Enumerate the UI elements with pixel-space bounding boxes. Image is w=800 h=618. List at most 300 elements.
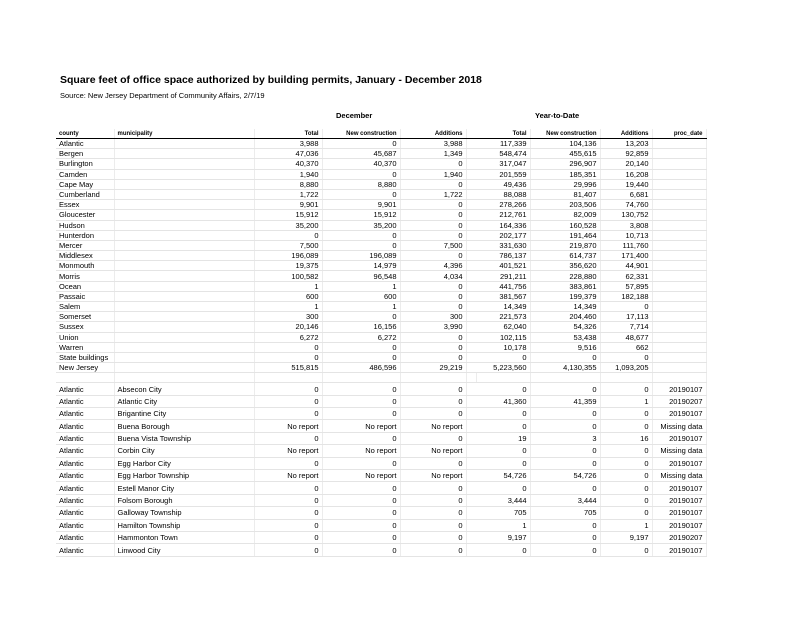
municipality-cell — [114, 240, 254, 250]
dec-total-cell: 0 — [254, 408, 322, 420]
column-gap — [466, 332, 476, 342]
dec-new-construction-cell: 0 — [322, 457, 400, 469]
municipality-row — [56, 445, 706, 457]
dec-new-construction-cell: 0 — [322, 383, 400, 395]
ytd-additions-cell: 0 — [600, 352, 652, 362]
dec-total-cell: 1,722 — [254, 189, 322, 199]
municipality-cell — [114, 291, 254, 301]
proc-date-cell — [652, 240, 706, 250]
municipality-cell — [114, 230, 254, 240]
ytd-total-cell: 10,178 — [476, 342, 530, 352]
ytd-additions-cell: 0 — [600, 482, 652, 494]
county-cell: Ocean — [56, 281, 114, 291]
dec-new-construction-cell: 45,687 — [322, 149, 400, 159]
dec-total-cell: No report — [254, 445, 322, 457]
ytd-new-construction-cell: 0 — [530, 408, 600, 420]
col-proc-date: proc_date — [652, 129, 706, 139]
municipality-cell: Buena Borough — [114, 420, 254, 432]
ytd-additions-cell: 0 — [600, 420, 652, 432]
county-cell: Morris — [56, 271, 114, 281]
dec-new-construction-cell: 0 — [322, 408, 400, 420]
proc-date-cell: 20190107 — [652, 544, 706, 556]
ytd-additions-cell: 3,808 — [600, 220, 652, 230]
county-row — [56, 322, 706, 332]
column-gap — [466, 352, 476, 362]
ytd-additions-cell: 130,752 — [600, 210, 652, 220]
dec-additions-cell: 0 — [400, 342, 466, 352]
ytd-new-construction-cell: 0 — [530, 519, 600, 531]
dec-new-construction-cell: 196,089 — [322, 251, 400, 261]
dec-new-construction-cell: 1 — [322, 281, 400, 291]
column-gap — [466, 363, 476, 373]
ytd-new-construction-cell: 0 — [530, 383, 600, 395]
col-ytd-total: Total — [476, 129, 530, 139]
county-cell: State buildings — [56, 352, 114, 362]
ytd-total-cell: 14,349 — [476, 302, 530, 312]
ytd-new-construction-cell: 160,528 — [530, 220, 600, 230]
ytd-new-construction-cell: 3,444 — [530, 494, 600, 506]
ytd-additions-cell: 1,093,205 — [600, 363, 652, 373]
dec-additions-cell: 0 — [400, 544, 466, 556]
county-row — [56, 271, 706, 281]
dec-additions-cell: 0 — [400, 179, 466, 189]
ytd-total-cell: 786,137 — [476, 251, 530, 261]
ytd-new-construction-cell: 356,620 — [530, 261, 600, 271]
column-header-row — [56, 129, 706, 139]
column-gap — [466, 408, 476, 420]
dec-total-cell: 9,901 — [254, 200, 322, 210]
dec-total-cell: 0 — [254, 494, 322, 506]
ytd-additions-cell: 0 — [600, 507, 652, 519]
municipality-cell — [114, 220, 254, 230]
dec-new-construction-cell: 6,272 — [322, 332, 400, 342]
municipality-cell: Egg Harbor City — [114, 457, 254, 469]
proc-date-cell — [652, 312, 706, 322]
county-cell: Cumberland — [56, 189, 114, 199]
spacer-row — [56, 373, 706, 383]
municipality-row — [56, 432, 706, 444]
column-gap — [466, 189, 476, 199]
ytd-additions-cell: 662 — [600, 342, 652, 352]
county-cell: Atlantic — [56, 494, 114, 506]
column-gap — [466, 395, 476, 407]
municipality-cell — [114, 210, 254, 220]
dec-additions-cell: 0 — [400, 159, 466, 169]
dec-total-cell: 300 — [254, 312, 322, 322]
column-gap — [466, 291, 476, 301]
column-gap — [466, 230, 476, 240]
municipality-row — [56, 470, 706, 482]
ytd-total-cell: 221,573 — [476, 312, 530, 322]
ytd-new-construction-cell: 203,506 — [530, 200, 600, 210]
proc-date-cell — [652, 159, 706, 169]
proc-date-cell — [652, 363, 706, 373]
col-dec-additions: Additions — [400, 129, 466, 139]
column-gap — [466, 544, 476, 556]
ytd-new-construction-cell: 53,438 — [530, 332, 600, 342]
ytd-total-cell: 401,521 — [476, 261, 530, 271]
dec-new-construction-cell: 16,156 — [322, 322, 400, 332]
column-gap — [466, 494, 476, 506]
municipality-cell — [114, 271, 254, 281]
ytd-total-cell: 705 — [476, 507, 530, 519]
column-gap — [466, 507, 476, 519]
proc-date-cell — [652, 220, 706, 230]
ytd-new-construction-cell: 0 — [530, 544, 600, 556]
column-gap — [466, 220, 476, 230]
county-cell: Atlantic — [56, 507, 114, 519]
ytd-new-construction-cell: 81,407 — [530, 189, 600, 199]
column-gap — [466, 139, 476, 149]
dec-additions-cell: 0 — [400, 457, 466, 469]
column-gap — [466, 322, 476, 332]
col-county: county — [56, 129, 114, 139]
dec-additions-cell: 0 — [400, 383, 466, 395]
county-cell: Cape May — [56, 179, 114, 189]
county-cell: Atlantic — [56, 139, 114, 149]
municipality-cell — [114, 169, 254, 179]
ytd-total-cell: 5,223,560 — [476, 363, 530, 373]
column-gap — [466, 432, 476, 444]
dec-new-construction-cell: 0 — [322, 312, 400, 322]
ytd-new-construction-cell: 228,880 — [530, 271, 600, 281]
municipality-cell — [114, 342, 254, 352]
county-cell: Mercer — [56, 240, 114, 250]
ytd-new-construction-cell: 614,737 — [530, 251, 600, 261]
proc-date-cell — [652, 230, 706, 240]
column-gap — [466, 457, 476, 469]
ytd-additions-cell: 62,331 — [600, 271, 652, 281]
dec-additions-cell: 0 — [400, 432, 466, 444]
municipality-cell — [114, 363, 254, 373]
ytd-additions-cell: 17,113 — [600, 312, 652, 322]
dec-new-construction-cell: 0 — [322, 482, 400, 494]
municipality-cell: Brigantine City — [114, 408, 254, 420]
county-cell: Atlantic — [56, 408, 114, 420]
municipality-row — [56, 519, 706, 531]
dec-total-cell: 100,582 — [254, 271, 322, 281]
ytd-total-cell: 441,756 — [476, 281, 530, 291]
proc-date-cell — [652, 261, 706, 271]
municipality-cell — [114, 281, 254, 291]
column-gap — [466, 210, 476, 220]
municipality-cell — [114, 312, 254, 322]
ytd-total-cell: 0 — [476, 383, 530, 395]
spacer-cell — [476, 373, 530, 383]
proc-date-cell — [652, 342, 706, 352]
dec-additions-cell: 7,500 — [400, 240, 466, 250]
ytd-new-construction-cell: 191,464 — [530, 230, 600, 240]
municipality-cell — [114, 149, 254, 159]
column-gap — [466, 159, 476, 169]
dec-additions-cell: 0 — [400, 251, 466, 261]
dec-additions-cell: 1,940 — [400, 169, 466, 179]
municipality-cell: Corbin City — [114, 445, 254, 457]
municipality-row — [56, 544, 706, 556]
ytd-total-cell: 278,266 — [476, 200, 530, 210]
county-row — [56, 230, 706, 240]
ytd-total-cell: 0 — [476, 352, 530, 362]
spacer-cell — [652, 373, 706, 383]
ytd-additions-cell: 6,681 — [600, 189, 652, 199]
ytd-total-cell: 0 — [476, 457, 530, 469]
ytd-total-cell: 49,436 — [476, 179, 530, 189]
county-cell: Passaic — [56, 291, 114, 301]
column-gap — [466, 129, 476, 139]
ytd-total-cell: 54,726 — [476, 470, 530, 482]
column-gap — [466, 532, 476, 544]
source-note: Source: New Jersey Department of Community Affairs, 2/7/19 — [60, 91, 265, 100]
county-row — [56, 332, 706, 342]
county-row — [56, 352, 706, 362]
county-cell: Salem — [56, 302, 114, 312]
dec-new-construction-cell: 0 — [322, 494, 400, 506]
column-gap — [466, 302, 476, 312]
county-row — [56, 291, 706, 301]
proc-date-cell: 20190107 — [652, 494, 706, 506]
ytd-total-cell: 0 — [476, 482, 530, 494]
dec-new-construction-cell: 0 — [322, 544, 400, 556]
ytd-additions-cell: 19,440 — [600, 179, 652, 189]
dec-additions-cell: 0 — [400, 507, 466, 519]
dec-new-construction-cell: 14,979 — [322, 261, 400, 271]
column-gap — [466, 482, 476, 494]
dec-new-construction-cell: 0 — [322, 240, 400, 250]
dec-new-construction-cell: 8,880 — [322, 179, 400, 189]
ytd-new-construction-cell: 0 — [530, 352, 600, 362]
dec-additions-cell: 0 — [400, 482, 466, 494]
dec-total-cell: 0 — [254, 395, 322, 407]
proc-date-cell — [652, 179, 706, 189]
dec-new-construction-cell: 0 — [322, 352, 400, 362]
ytd-additions-cell: 171,400 — [600, 251, 652, 261]
dec-additions-cell: No report — [400, 420, 466, 432]
ytd-new-construction-cell: 29,996 — [530, 179, 600, 189]
col-dec-new-construction: New construction — [322, 129, 400, 139]
municipality-row — [56, 507, 706, 519]
dec-total-cell: 196,089 — [254, 251, 322, 261]
county-row — [56, 363, 706, 373]
municipality-cell: Galloway Township — [114, 507, 254, 519]
dec-total-cell: 6,272 — [254, 332, 322, 342]
ytd-total-cell: 0 — [476, 408, 530, 420]
proc-date-cell — [652, 210, 706, 220]
ytd-additions-cell: 44,901 — [600, 261, 652, 271]
county-cell: Atlantic — [56, 432, 114, 444]
col-ytd-new-construction: New construction — [530, 129, 600, 139]
dec-additions-cell: 3,990 — [400, 322, 466, 332]
dec-total-cell: 7,500 — [254, 240, 322, 250]
ytd-total-cell: 19 — [476, 432, 530, 444]
proc-date-cell: 20190207 — [652, 532, 706, 544]
dec-total-cell: No report — [254, 420, 322, 432]
dec-new-construction-cell: 0 — [322, 139, 400, 149]
municipality-cell — [114, 139, 254, 149]
proc-date-cell — [652, 322, 706, 332]
dec-new-construction-cell: 0 — [322, 342, 400, 352]
dec-new-construction-cell: 9,901 — [322, 200, 400, 210]
ytd-additions-cell: 16,208 — [600, 169, 652, 179]
ytd-total-cell: 381,567 — [476, 291, 530, 301]
proc-date-cell: 20190107 — [652, 519, 706, 531]
column-gap — [466, 149, 476, 159]
county-row — [56, 200, 706, 210]
ytd-new-construction-cell: 0 — [530, 457, 600, 469]
column-gap — [466, 281, 476, 291]
ytd-total-cell: 62,040 — [476, 322, 530, 332]
ytd-total-cell: 0 — [476, 445, 530, 457]
dec-additions-cell: 300 — [400, 312, 466, 322]
municipality-row — [56, 383, 706, 395]
dec-additions-cell: 0 — [400, 230, 466, 240]
dec-additions-cell: 0 — [400, 494, 466, 506]
dec-additions-cell: 0 — [400, 408, 466, 420]
municipality-cell — [114, 251, 254, 261]
proc-date-cell — [652, 251, 706, 261]
county-row — [56, 159, 706, 169]
ytd-new-construction-cell: 204,460 — [530, 312, 600, 322]
municipality-cell — [114, 200, 254, 210]
ytd-total-cell: 331,630 — [476, 240, 530, 250]
dec-new-construction-cell: 15,912 — [322, 210, 400, 220]
municipality-row — [56, 482, 706, 494]
proc-date-cell: 20190107 — [652, 457, 706, 469]
dec-total-cell: 0 — [254, 230, 322, 240]
dec-total-cell: 0 — [254, 544, 322, 556]
ytd-additions-cell: 0 — [600, 445, 652, 457]
dec-additions-cell: 0 — [400, 352, 466, 362]
proc-date-cell — [652, 332, 706, 342]
spacer-cell — [600, 373, 652, 383]
ytd-new-construction-cell: 185,351 — [530, 169, 600, 179]
county-row — [56, 312, 706, 322]
ytd-additions-cell: 16 — [600, 432, 652, 444]
dec-additions-cell: 0 — [400, 532, 466, 544]
ytd-additions-cell: 92,859 — [600, 149, 652, 159]
dec-new-construction-cell: 0 — [322, 507, 400, 519]
county-cell: Burlington — [56, 159, 114, 169]
dec-new-construction-cell: 1 — [322, 302, 400, 312]
dec-new-construction-cell: 0 — [322, 189, 400, 199]
ytd-additions-cell: 0 — [600, 457, 652, 469]
ytd-additions-cell: 20,140 — [600, 159, 652, 169]
spacer-cell — [466, 373, 476, 383]
municipality-cell: Absecon City — [114, 383, 254, 395]
spacer-cell — [322, 373, 400, 383]
municipality-cell: Linwood City — [114, 544, 254, 556]
proc-date-cell: Missing data — [652, 445, 706, 457]
ytd-total-cell: 88,088 — [476, 189, 530, 199]
column-gap — [466, 169, 476, 179]
ytd-additions-cell: 10,713 — [600, 230, 652, 240]
county-cell: Atlantic — [56, 470, 114, 482]
ytd-new-construction-cell: 104,136 — [530, 139, 600, 149]
county-cell: Essex — [56, 200, 114, 210]
dec-total-cell: 3,988 — [254, 139, 322, 149]
december-header: December — [336, 111, 373, 120]
dec-additions-cell: 1,722 — [400, 189, 466, 199]
county-row — [56, 139, 706, 149]
ytd-new-construction-cell: 705 — [530, 507, 600, 519]
ytd-new-construction-cell: 14,349 — [530, 302, 600, 312]
ytd-new-construction-cell: 455,615 — [530, 149, 600, 159]
dec-total-cell: 0 — [254, 352, 322, 362]
dec-total-cell: 515,815 — [254, 363, 322, 373]
county-cell: Middlesex — [56, 251, 114, 261]
ytd-new-construction-cell: 296,907 — [530, 159, 600, 169]
proc-date-cell — [652, 302, 706, 312]
county-cell: Camden — [56, 169, 114, 179]
spacer-cell — [254, 373, 322, 383]
ytd-new-construction-cell: 54,326 — [530, 322, 600, 332]
ytd-additions-cell: 13,203 — [600, 139, 652, 149]
dec-new-construction-cell: 0 — [322, 432, 400, 444]
ytd-additions-cell: 111,760 — [600, 240, 652, 250]
municipality-row — [56, 395, 706, 407]
county-cell: Monmouth — [56, 261, 114, 271]
ytd-new-construction-cell: 0 — [530, 532, 600, 544]
dec-additions-cell: No report — [400, 445, 466, 457]
ytd-new-construction-cell: 3 — [530, 432, 600, 444]
proc-date-cell: 20190207 — [652, 395, 706, 407]
county-row — [56, 342, 706, 352]
municipality-cell — [114, 302, 254, 312]
dec-new-construction-cell: 0 — [322, 519, 400, 531]
ytd-additions-cell: 48,677 — [600, 332, 652, 342]
dec-additions-cell: 1,349 — [400, 149, 466, 159]
dec-additions-cell: 0 — [400, 281, 466, 291]
dec-total-cell: 0 — [254, 482, 322, 494]
county-row — [56, 261, 706, 271]
column-gap — [466, 261, 476, 271]
county-row — [56, 149, 706, 159]
dec-new-construction-cell: 0 — [322, 395, 400, 407]
municipality-cell — [114, 159, 254, 169]
ytd-header: Year-to-Date — [535, 111, 580, 120]
column-gap — [466, 312, 476, 322]
proc-date-cell — [652, 200, 706, 210]
col-ytd-additions: Additions — [600, 129, 652, 139]
dec-new-construction-cell: No report — [322, 420, 400, 432]
dec-total-cell: 1 — [254, 281, 322, 291]
county-cell: Atlantic — [56, 457, 114, 469]
county-row — [56, 189, 706, 199]
proc-date-cell — [652, 169, 706, 179]
dec-new-construction-cell: 600 — [322, 291, 400, 301]
ytd-additions-cell: 1 — [600, 395, 652, 407]
column-gap — [466, 179, 476, 189]
spacer-cell — [530, 373, 600, 383]
spacer-cell — [400, 373, 466, 383]
dec-total-cell: 0 — [254, 383, 322, 395]
county-cell: Somerset — [56, 312, 114, 322]
county-cell: Sussex — [56, 322, 114, 332]
proc-date-cell — [652, 189, 706, 199]
dec-total-cell: 1,940 — [254, 169, 322, 179]
proc-date-cell — [652, 139, 706, 149]
municipality-cell: Folsom Borough — [114, 494, 254, 506]
ytd-total-cell: 164,336 — [476, 220, 530, 230]
ytd-additions-cell: 0 — [600, 383, 652, 395]
county-cell: Atlantic — [56, 445, 114, 457]
dec-total-cell: No report — [254, 470, 322, 482]
municipality-cell: Hammonton Town — [114, 532, 254, 544]
ytd-total-cell: 1 — [476, 519, 530, 531]
dec-total-cell: 8,880 — [254, 179, 322, 189]
municipality-row — [56, 494, 706, 506]
proc-date-cell — [652, 352, 706, 362]
column-gap — [466, 240, 476, 250]
